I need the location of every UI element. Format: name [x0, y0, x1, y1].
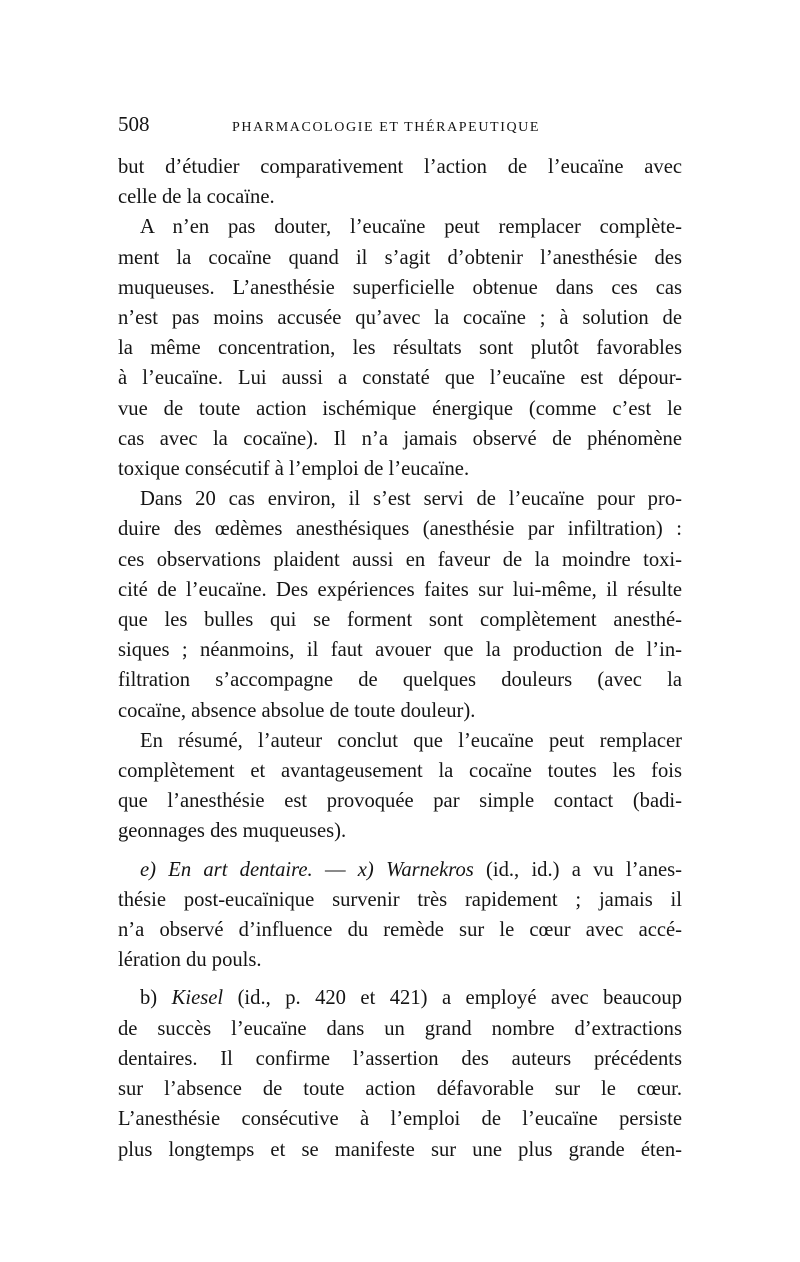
book-page	[118, 112, 682, 1165]
paragraph-2	[118, 212, 682, 484]
text-line: geonnages des muqueuses).	[118, 820, 347, 843]
text-line: plus longtemps et se manifeste sur une plus grande éten-	[118, 1138, 682, 1161]
text-line: n’a observé d’influence du remède sur le cœur avec accé-	[118, 919, 682, 942]
text-line: la même concentration, les résultats sont plutôt favorables	[118, 337, 682, 360]
text-line: filtration s’accompagne de quelques douleurs (avec la	[118, 669, 682, 692]
text-line: Dans 20 cas environ, il s’est servi de l’eucaïne pour pro-	[140, 488, 682, 511]
section-e-sub-marker: x)	[357, 858, 374, 881]
section-e-first-line	[118, 855, 682, 885]
text-line: à l’eucaïne. Lui aussi a constaté que l’eucaïne est dépour-	[118, 367, 682, 390]
page-number: 508	[118, 112, 150, 136]
text-line: ment la cocaïne quand il s’agit d’obtenir l’anesthésie des	[118, 246, 682, 269]
section-b-paragraph	[118, 983, 682, 1164]
section-e-first-line-rest: (id., id.) a vu l’anes-	[473, 858, 683, 881]
section-b-first-line	[118, 983, 682, 1013]
text-line: sur l’absence de toute action défavorable sur le cœur.	[118, 1078, 682, 1101]
text-line: lération du pouls.	[118, 949, 262, 972]
text-line: muqueuses. L’anesthésie superficielle obtenue dans ces cas	[118, 276, 682, 299]
text-line: siques ; néanmoins, il faut avouer que la production de l’in-	[118, 639, 682, 662]
text-line: L’anesthésie consécutive à l’emploi de l’eucaïne persiste	[118, 1108, 682, 1131]
paragraph-1	[118, 152, 682, 212]
section-e-paragraph	[118, 855, 682, 976]
paragraph-4	[118, 726, 682, 847]
text-line: ces observations plaident aussi en faveur de la moindre toxi-	[118, 548, 682, 571]
running-head	[118, 112, 682, 148]
text-line: que les bulles qui se forment sont complètement anesthé-	[118, 609, 682, 632]
em-dash: —	[312, 858, 358, 881]
author-kiesel: Kiesel	[171, 987, 224, 1010]
text-line: cocaïne, absence absolue de toute douleur).	[118, 699, 476, 722]
text-line: dentaires. Il confirme l’assertion des auteurs précédents	[118, 1047, 682, 1070]
text-line: thésie post-eucaïnique survenir très rapidement ; jamais il	[118, 888, 682, 911]
paragraph-3	[118, 484, 682, 726]
text-line: A n’en pas douter, l’eucaïne peut remplacer complète-	[140, 216, 682, 239]
text-line: cité de l’eucaïne. Des expériences faites sur lui-même, il résulte	[118, 578, 682, 601]
text-line: de succès l’eucaïne dans un grand nombre d’extractions	[118, 1017, 682, 1040]
text-line: but d’étudier comparativement l’action de l’eucaïne avec	[118, 156, 682, 178]
text-line: que l’anesthésie est provoquée par simple contact (badi-	[118, 790, 682, 813]
text-line: toxique consécutif à l’emploi de l’eucaïne.	[118, 458, 470, 481]
text-line: vue de toute action ischémique énergique (comme c’est le	[118, 397, 682, 420]
body-text	[118, 152, 682, 1165]
section-b-first-line-rest: (id., p. 420 et 421) a employé avec beaucoup	[223, 987, 682, 1010]
author-warnekros: Warnekros	[386, 858, 474, 881]
text-line: cas avec la cocaïne). Il n’a jamais observé de phénomène	[118, 427, 682, 450]
section-b-marker: b)	[140, 987, 172, 1010]
text-line: duire des œdèmes anesthésiques (anesthésie par infiltration) :	[118, 518, 682, 541]
text-line: complètement et avantageusement la cocaïne toutes les fois	[118, 760, 682, 783]
text-line: En résumé, l’auteur conclut que l’eucaïne peut remplacer	[140, 729, 682, 752]
text-line: celle de la cocaïne.	[118, 186, 275, 209]
text-line: n’est pas moins accusée qu’avec la cocaïne ; à solution de	[118, 307, 682, 330]
section-e-heading: e) En art dentaire.	[140, 858, 313, 881]
running-title: PHARMACOLOGIE ET THÉRAPEUTIQUE	[232, 120, 541, 135]
